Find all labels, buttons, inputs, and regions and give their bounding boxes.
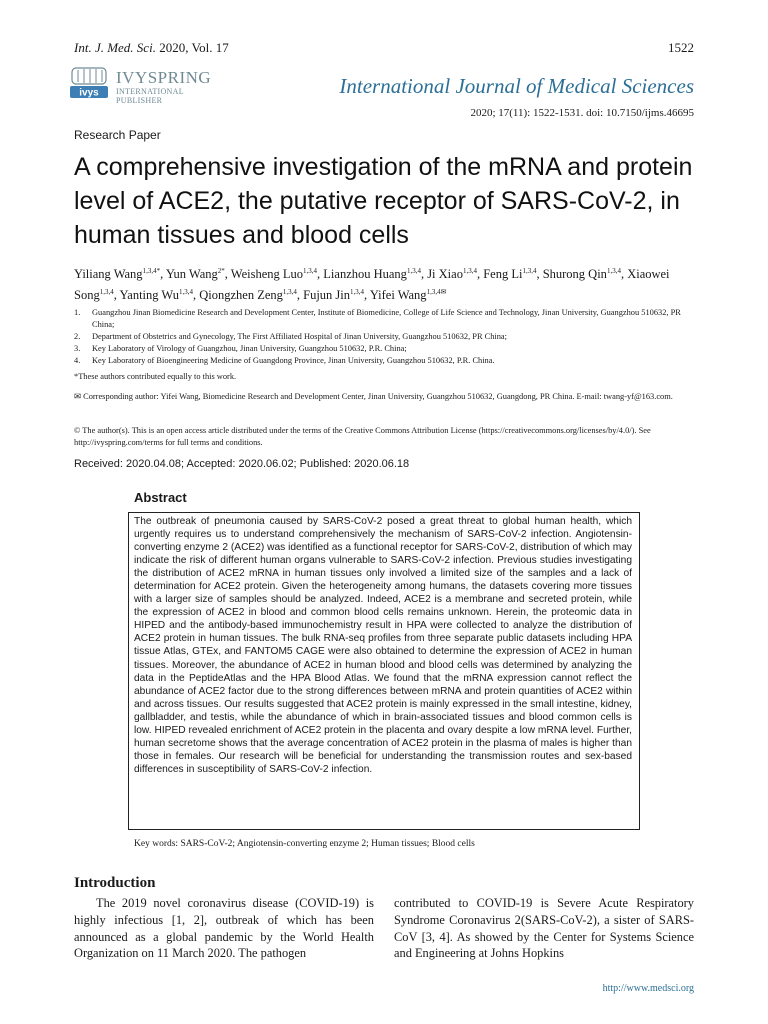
affiliation-text: Guangzhou Jinan Biomedicine Research and Development Center, Institute of Biomedicine, College of Life Science and Technology, Jinan University, Guangzhou 510632, PR China; xyxy=(92,308,681,329)
author-name: Lianzhou Huang xyxy=(323,267,407,282)
body-column-left xyxy=(74,895,374,962)
article-type: Research Paper xyxy=(74,128,161,142)
affiliation-list xyxy=(74,307,698,367)
author-name: Qiongzhen Zeng xyxy=(199,288,283,303)
author-name: Yifei Wang xyxy=(369,288,427,303)
author-affiliation-sup: 1,3,4 xyxy=(522,267,537,275)
author-name: Ji Xiao xyxy=(427,267,463,282)
author-name: Feng Li xyxy=(483,267,523,282)
ivyspring-logo-icon xyxy=(68,66,112,100)
affiliation-item xyxy=(74,331,698,343)
paragraph: The 2019 novel coronavirus disease (COVID-19) is highly infectious [1, 2], outbreak of which has been announced as a global pandemic by the World Health Organization on 11 March 2020. The pathogen xyxy=(74,896,374,961)
affiliation-text: Department of Obstetrics and Gynecology, The First Affiliated Hospital of Jinan University, Guangzhou 510632, PR China; xyxy=(92,332,507,341)
page-number: 1522 xyxy=(668,40,694,55)
journal-abbrev: Int. J. Med. Sci. xyxy=(74,40,156,55)
author-name: Yanting Wu xyxy=(119,288,179,303)
body-column-right xyxy=(394,895,694,962)
section-heading-introduction: Introduction xyxy=(74,875,156,891)
copyright-notice: © The author(s). This is an open access article distributed under the terms of the Creative Commons Attribution License (https://creativecommons.org/licenses/by/4.0/). See http://ivyspring.com/terms for full terms and conditions. xyxy=(74,426,651,447)
author-name: Shurong Qin xyxy=(542,267,607,282)
author-affiliation-sup: 1,3,4 xyxy=(282,288,297,297)
year-volume: 2020, Vol. 17 xyxy=(159,40,229,55)
abstract-heading: Abstract xyxy=(134,490,187,505)
author-name: Yiliang Wang xyxy=(74,267,143,282)
affiliation-item xyxy=(74,307,698,331)
keywords: Key words: SARS-CoV-2; Angiotensin-converting enzyme 2; Human tissues; Blood cells xyxy=(134,839,475,849)
author-affiliation-sup: 1,3,4* xyxy=(142,267,161,275)
abstract-text: The outbreak of pneumonia caused by SARS-CoV-2 posed a great threat to global human health, which urgently requires us to understand comprehensively the mechanism of SARS-CoV-2 infection. Angiotensin-converting enzyme 2 (ACE2) was identified as a functional receptor for SARS-CoV-2, distribution of which may indicate the risk of different human organs vulnerable to SARS-CoV-2 infection. Previous studies investigating the distribution of ACE2 mRNA in human tissues only involved a limited size of the samples and a lack of determination for ACE2 protein. Given the heterogeneity among humans, the datasets covering more tissues with a larger size of samples should be analyzed. Indeed, ACE2 is a membrane and secreted protein, while the expression of ACE2 in blood and common blood cells remains unknown. Herein, the proteomic data in HIPED and the antibody-based immunochemistry result in HPA were collected to analyze the distribution of ACE2 protein in human tissues. The bulk RNA-seq profiles from three separate public datasets including HPA tissue Atlas, GTEx, and FANTOM5 CAGE were also obtained to determine the expression of ACE2 in human tissues. Moreover, the abundance of ACE2 in human blood and blood cells was determined by analyzing the data in the PeptideAtlas and the HPA Blood Atlas. We found that the mRNA expression cannot reflect the abundance of ACE2 factor due to the strong differences between mRNA and protein quantities of ACE2 within and across tissues. Our results suggested that ACE2 protein is mainly expressed in the small intestine, kidney, gallbladder, and testis, while the abundance of which in brain-associated tissues and blood common cells is low. HIPED revealed enrichment of ACE2 protein in the placenta and ovary despite a low mRNA level. Further, human secretome shows that the average concentration of ACE2 protein in the plasma of males is higher than those in females. Our research will be beneficial for understanding the transmission routes and sex-based differences in susceptibility of SARS-CoV-2 infection. xyxy=(134,516,632,775)
logo-mark-text: ivys xyxy=(79,87,99,99)
citation-doi[interactable]: 2020; 17(11): 1522-1531. doi: 10.7150/ijms.46695 xyxy=(470,107,694,119)
publisher-logo xyxy=(68,66,228,105)
author-affiliation-sup: 2* xyxy=(217,267,225,275)
author-affiliation-sup: 1,3,4 xyxy=(606,267,621,275)
author-name: Weisheng Luo xyxy=(230,267,304,282)
author-affiliation-sup: 1,3,4 xyxy=(99,288,114,297)
equal-contribution-note: *These authors contributed equally to this work. xyxy=(74,372,237,381)
author-affiliation-sup: 1,3,4 xyxy=(406,267,421,275)
affiliation-item xyxy=(74,355,698,367)
author-affiliation-sup: 1,3,4✉ xyxy=(426,288,447,297)
affiliation-number: 3. xyxy=(74,344,81,353)
affiliation-number: 1. xyxy=(74,308,81,317)
paper-title: A comprehensive investigation of the mRNA and protein level of ACE2, the putative receptor of SARS-CoV-2, in human tissues and blood cells xyxy=(74,153,693,249)
author-name: Xiaowei Song xyxy=(74,267,670,303)
author-affiliation-sup: 1,3,4 xyxy=(350,288,365,297)
author-affiliation-sup: 1,3,4 xyxy=(462,267,477,275)
journal-url-link[interactable]: http://www.medsci.org xyxy=(602,983,694,994)
author-affiliation-sup: 1,3,4 xyxy=(178,288,193,297)
author-list: Yiliang Wang$^{1,3,4*}$, Yun Wang$^{2*}$, Weisheng Luo$^{1,3,4}$, Lianzhou Huang$^{1,3,4}$, Ji Xiao$^{1,3,4}$, Feng Li$^{1,3,4}$, Shurong Qin$^{1,3,4}$, Xiaowei Song$^{1,3,4}$, Yanting Wu$^{1,3,4}$, Qiongzhen Zeng$^{1,3,4}$, Fujun Jin$^{1,3,4}$, Yifei Wang$^{1,3,4✉}$ xyxy=(74,267,670,303)
publisher-subtitle: INTERNATIONAL PUBLISHER xyxy=(116,87,184,105)
author-affiliation-sup: 1,3,4 xyxy=(303,267,318,275)
author-name: Yun Wang xyxy=(165,267,218,282)
affiliation-item xyxy=(74,343,698,355)
paragraph: contributed to COVID-19 is Severe Acute Respiratory Syndrome Coronavirus 2(SARS-CoV-2), a sister of SARS-CoV [3, 4]. As showed by the Center for Systems Science and Engineering at Johns Hopkins xyxy=(394,896,694,961)
publisher-name: IVYSPRING xyxy=(116,68,212,87)
publication-dates: Received: 2020.04.08; Accepted: 2020.06.02; Published: 2020.06.18 xyxy=(74,458,410,470)
corresponding-author: ✉ Corresponding author: Yifei Wang, Biomedicine Research and Development Center, Jinan University, Guangzhou 510632, Guangdong, PR China. E-mail: twang-yf@163.com. xyxy=(74,392,673,401)
affiliation-number: 4. xyxy=(74,356,81,365)
running-header-journal xyxy=(74,40,229,56)
affiliation-text: Key Laboratory of Virology of Guangzhou, Jinan University, Guangzhou 510632, P.R. China; xyxy=(92,344,407,353)
author-name: Fujun Jin xyxy=(303,288,351,303)
affiliation-text: Key Laboratory of Bioengineering Medicine of Guangdong Province, Jinan University, Guangzhou 510632, P.R. China. xyxy=(92,356,495,365)
affiliation-number: 2. xyxy=(74,332,81,341)
journal-title: International Journal of Medical Sciences xyxy=(339,74,694,98)
